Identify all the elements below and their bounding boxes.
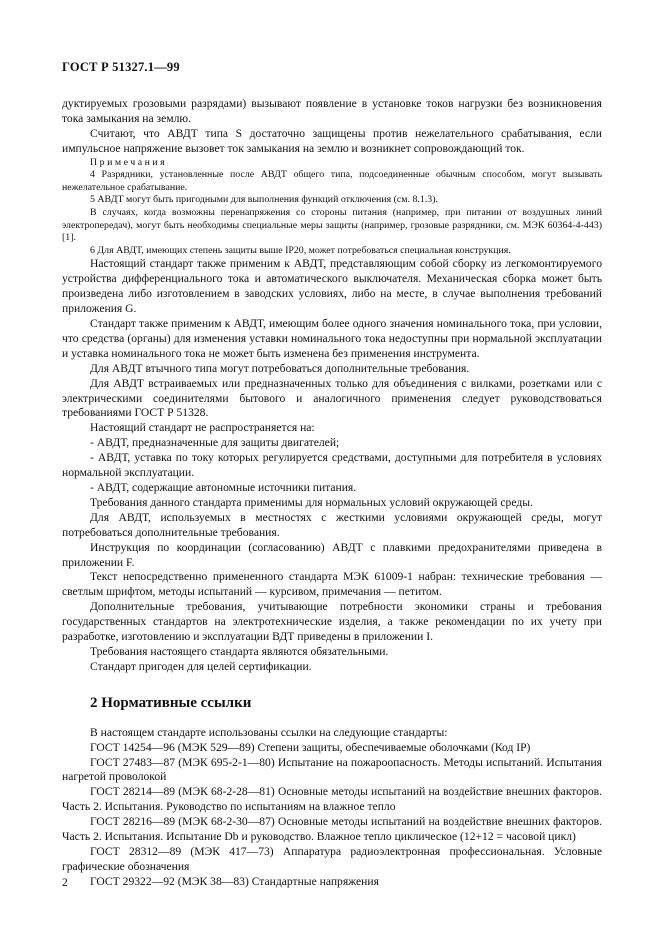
- paragraph: Дополнительные требования, учитывающие потребности экономики страны и требования государственных стандартов на электротехнические изделия, а также рекомендации по их учету при разработке, изготовлению и эксплуатации ВДТ приведены в приложении I.: [62, 600, 602, 644]
- paragraph: Инструкция по координации (согласованию) АВДТ с плавкими предохранителями приведена в приложении F.: [62, 540, 602, 569]
- note-paragraph: Примечания: [90, 156, 168, 168]
- paragraph: Считают, что АВДТ типа S достаточно защищены против нежелательного срабатывания, если импульсное напряжение вызовет ток замыкания на землю и возникнет сопровождающий ток.: [62, 126, 602, 155]
- paragraph: Стандарт также применим к АВДТ, имеющим более одного значения номинального тока, при условии, что средства (органы) для изменения уставки номинального тока недоступны при нормальной эксплуатации и уставка номинального тока не может быть изменена без применения инструмента.: [62, 317, 602, 360]
- paragraph: Настоящий стандарт также применим к АВДТ, представляющим собой сборку из легкомонтируемого устройства дифференциального тока и автоматического выключателя. Механическая сборка может быть произведена либо изготовлением в заводских условиях, либо на месте, в случае выполнения требований приложения G.: [62, 257, 602, 316]
- paragraph: Для АВДТ встраиваемых или предназначенных только для объединения с вилками, розетками или с электрическими соединителями бытового и аналогичного применения следует руководствоваться требованиями ГОСТ Р 51328.: [62, 376, 602, 420]
- paragraph: ГОСТ 14254—96 (МЭК 529—89) Степени защиты, обеспечиваемые оболочками (Код IP): [90, 740, 531, 754]
- paragraph: - АВДТ, содержащие автономные источники питания.: [90, 480, 357, 494]
- paragraph: ГОСТ 29322—92 (МЭК 38—83) Стандартные напряжения: [90, 874, 379, 888]
- paragraph: Требования данного стандарта применимы для нормальных условий окружающей среды.: [90, 495, 533, 509]
- paragraph: Требования настоящего стандарта являются обязательными.: [90, 644, 389, 658]
- page-number: 2: [62, 876, 68, 889]
- paragraph: - АВДТ, уставка по току которых регулируется средствами, доступными для потребителя в условиях нормальной эксплуатации.: [62, 451, 602, 480]
- note-paragraph: В случаях, когда возможны перенапряжения со стороны питания (например, при питании от воздушных линий электропередач), могут быть необходимы специальные меры защиты (например, грозовые разрядники, см. МЭК 60364-4-443) [1].: [62, 207, 602, 244]
- paragraph: ГОСТ 28214—89 (МЭК 68-2-28—81) Основные методы испытаний на воздействие внешних факторов. Часть 2. Испытания. Руководство по испытаниям на влажное тепло: [62, 785, 602, 814]
- section-heading: 2 Нормативные ссылки: [90, 694, 252, 711]
- document-page: [62, 60, 602, 890]
- note-paragraph: 6 Для АВДТ, имеющих степень защиты выше IP20, может потребоваться специальная конструкция.: [90, 244, 511, 256]
- document-body: [62, 97, 602, 890]
- paragraph: дуктируемых грозовыми разрядами) вызывают появление в установке токов нагрузки без возникновения тока замыкания на землю.: [62, 97, 602, 125]
- paragraph: В настоящем стандарте использованы ссылки на следующие стандарты:: [90, 725, 448, 739]
- paragraph: Текст непосредственно примененного стандарта МЭК 61009-1 набран: технические требования — светлым шрифтом, методы испытаний — курсивом, примечания — петитом.: [62, 570, 602, 599]
- paragraph: ГОСТ 27483—87 (МЭК 695-2-1—80) Испытание на пожароопасность. Методы испытаний. Испытания нагретой проволокой: [62, 755, 602, 784]
- paragraph: Стандарт пригоден для целей сертификации.: [90, 659, 312, 673]
- paragraph: Настоящий стандарт не распространяется на:: [90, 421, 315, 435]
- paragraph: - АВДТ, предназначенные для защиты двигателей;: [90, 436, 340, 450]
- paragraph: Для АВДТ, используемых в местностях с жесткими условиями окружающей среды, могут потребоваться дополнительные требования.: [62, 510, 602, 539]
- paragraph: ГОСТ 28216—89 (МЭК 68-2-30—87) Основные методы испытаний на воздействие внешних факторов. Часть 2. Испытания. Испытание Db и руководство. Влажное тепло циклическое (12+12 = часовой цикл): [62, 815, 602, 844]
- paragraph: Для АВДТ втычного типа могут потребоваться дополнительные требования.: [90, 361, 470, 375]
- note-paragraph: 5 АВДТ могут быть пригодными для выполнения функций отключения (см. 8.1.3).: [90, 194, 438, 206]
- document-header: ГОСТ Р 51327.1—99: [62, 60, 180, 74]
- paragraph: ГОСТ 28312—89 (МЭК 417—73) Аппаратура радиоэлектронная профессиональная. Условные графические обозначения: [62, 845, 602, 873]
- note-paragraph: 4 Разрядники, установленные после АВДТ общего типа, подсоединенные обычным способом, могут вызывать нежелательное срабатывание.: [62, 169, 602, 193]
